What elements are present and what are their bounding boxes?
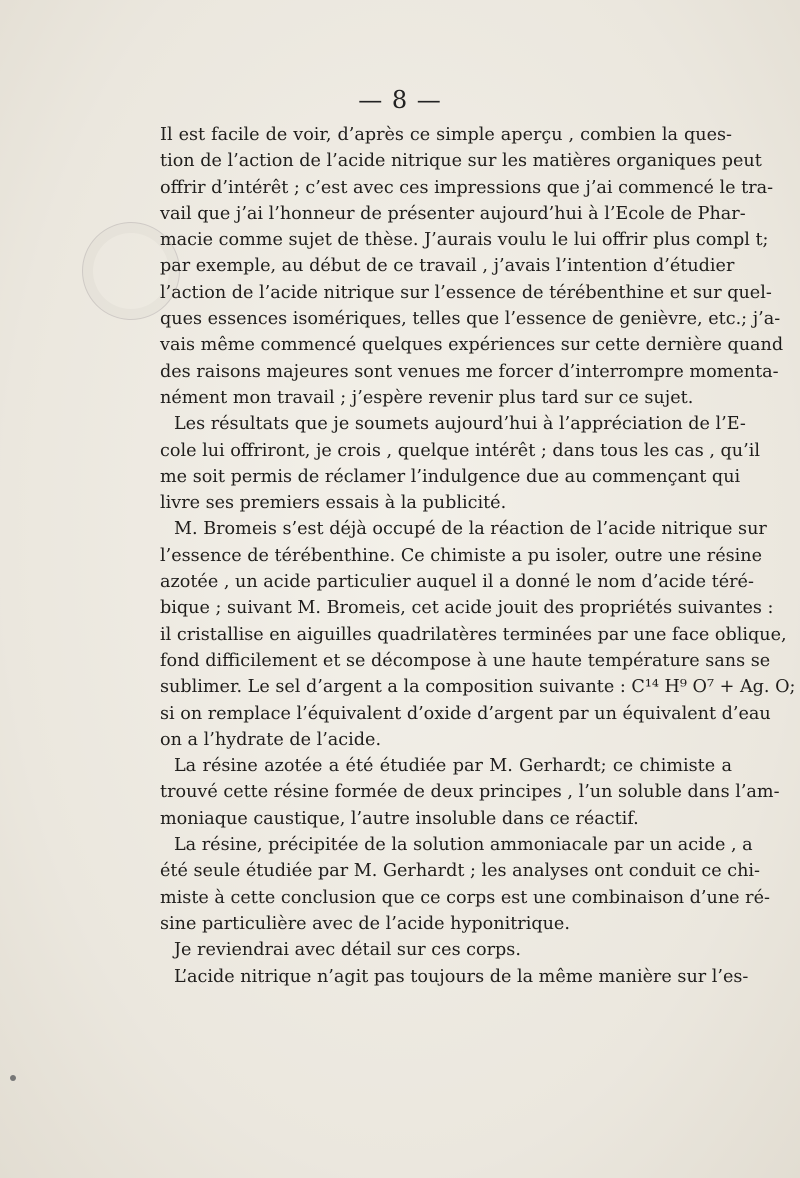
text-line: tion de l’action de l’acide nitrique sur les matières organiques peut <box>160 151 762 172</box>
text-line: sublimer. Le sel d’argent a la composition suivante : C¹⁴ H⁹ O⁷ + Ag. O; <box>160 677 796 698</box>
text-line: bique ; suivant M. Bromeis, cet acide jouit des propriétés suivantes : <box>160 598 774 619</box>
text-line: on a l’hydrate de l’acide. <box>160 729 382 750</box>
text-line: été seule étudiée par M. Gerhardt ; les analyses ont conduit ce chi- <box>160 861 760 882</box>
text-line: macie comme sujet de thèse. J’aurais voulu le lui offrir plus compl t; <box>160 230 769 251</box>
text-line: livre ses premiers essais à la publicité. <box>160 493 507 514</box>
text-line: nément mon travail ; j’espère revenir plus tard sur ce sujet. <box>160 387 694 408</box>
text-line: l’action de l’acide nitrique sur l’essence de térébenthine et sur quel- <box>160 282 772 303</box>
text-line: offrir d’intérêt ; c’est avec ces impressions que j’ai commencé le tra- <box>160 177 774 198</box>
text-line: La résine azotée a été étudiée par M. Gerhardt; ce chimiste a <box>174 756 732 777</box>
text-line: Il est facile de voir, d’après ce simple aperçu , combien la ques- <box>160 125 732 145</box>
text-line: par exemple, au début de ce travail , j’avais l’intention d’étudier <box>160 256 735 277</box>
text-line: cole lui offriront, je crois , quelque intérêt ; dans tous les cas , qu’il <box>160 440 760 461</box>
ink-speck <box>10 1075 16 1081</box>
text-line: me soit permis de réclamer l’indulgence due au commençant qui <box>160 466 741 487</box>
text-line: moniaque caustique, l’autre insoluble dans ce réactif. <box>160 808 639 829</box>
text-line: des raisons majeures sont venues me forcer d’interrompre momenta- <box>160 361 779 382</box>
text-line: M. Bromeis s’est déjà occupé de la réaction de l’acide nitrique sur <box>174 519 767 540</box>
text-line: vail que j’ai l’honneur de présenter aujourd’hui à l’Ecole de Phar- <box>160 203 746 224</box>
text-line: Je reviendrai avec détail sur ces corps. <box>174 940 521 961</box>
body-text <box>160 122 796 990</box>
text-line: vais même commencé quelques expériences sur cette dernière quand <box>160 335 784 356</box>
text-line: fond difficilement et se décompose à une haute température sans se <box>160 650 771 671</box>
page-number: — 8 — <box>358 86 442 114</box>
text-line: azotée , un acide particulier auquel il a donné le nom d’acide téré- <box>160 572 754 593</box>
text-line: ques essences isomériques, telles que l’essence de genièvre, etc.; j’a- <box>160 309 781 330</box>
text-line: Les résultats que je soumets aujourd’hui à l’appréciation de l’E- <box>174 414 746 435</box>
text-line: si on remplace l’équivalent d’oxide d’argent par un équivalent d’eau <box>160 703 771 724</box>
text-line: L’acide nitrique n’agit pas toujours de la même manière sur l’es- <box>174 966 749 987</box>
text-line: sine particulière avec de l’acide hyponitrique. <box>160 913 570 934</box>
text-line: trouvé cette résine formée de deux principes , l’un soluble dans l’am- <box>160 782 780 803</box>
text-line: miste à cette conclusion que ce corps est une combinaison d’une ré- <box>160 887 770 908</box>
text-line: il cristallise en aiguilles quadrilatères terminées par une face oblique, <box>160 624 787 645</box>
text-line: La résine, précipitée de la solution ammoniacale par un acide , a <box>174 835 753 856</box>
text-line: l’essence de térébenthine. Ce chimiste a pu isoler, outre une résine <box>160 545 763 566</box>
